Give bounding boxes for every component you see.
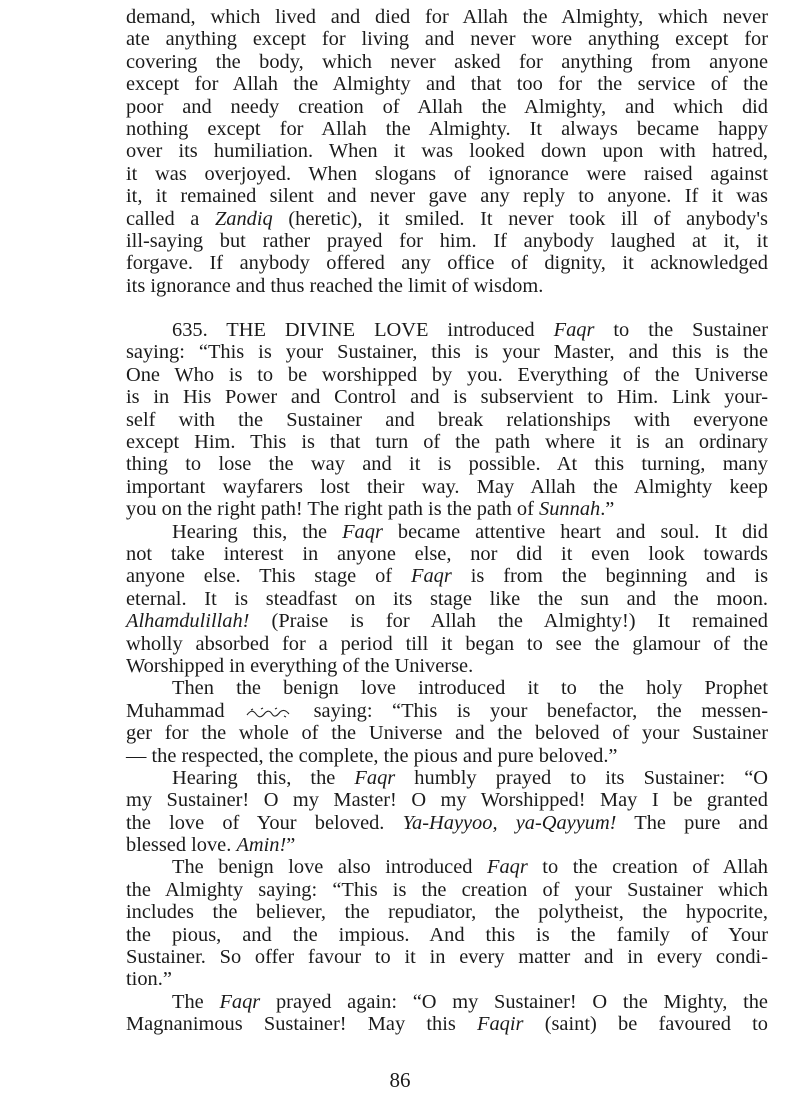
text-run: The [172, 990, 220, 1013]
italic-term: Amin! [236, 834, 287, 857]
text-line [126, 543, 768, 565]
text-line [126, 51, 768, 73]
text-run: The benign love also introduced [172, 856, 487, 879]
text-line [126, 588, 768, 610]
paragraph-gap [126, 297, 768, 319]
text-line [126, 722, 768, 744]
text-run: One Who is to be worshipped by you. Everything of the Universe [126, 363, 768, 386]
text-run: The pure and [616, 811, 768, 834]
italic-term: Faqr [486, 856, 528, 879]
italic-term: Zandiq [214, 207, 273, 230]
text-run: eternal. It is steadfast on its stage like the sun and the moon. [126, 587, 768, 610]
text-run: is in His Power and Control and is subservient to Him. Link your- [126, 386, 768, 409]
text-line [126, 498, 768, 520]
text-run: Muhammad [126, 699, 245, 722]
text-run: its ignorance and thus reached the limit of wisdom. [126, 274, 544, 297]
text-line [126, 745, 768, 767]
text-line [126, 6, 768, 28]
text-run: (saint) be favoured to [523, 1013, 768, 1036]
text-line [126, 991, 768, 1013]
italic-term: Faqr [342, 520, 383, 543]
paragraph [126, 991, 768, 1036]
text-line [126, 208, 768, 230]
text-line [126, 879, 768, 901]
italic-term: Sunnah [539, 498, 601, 521]
text-line [126, 856, 768, 878]
text-run: nothing except for Allah the Almighty. It always became happy [126, 117, 768, 140]
text-run: demand, which lived and died for Allah the Almighty, which never [126, 6, 768, 28]
text-run: forgave. If anybody offered any office of dignity, it acknowledged [126, 252, 768, 275]
text-run: saying: “This is your benefactor, the messen- [294, 699, 769, 722]
text-run: poor and needy creation of Allah the Almighty, and which did [126, 95, 768, 118]
text-run: 635. THE DIVINE LOVE introduced [172, 319, 554, 342]
text-run: self with the Sustainer and break relationships with everyone [126, 408, 768, 431]
text-run: you on the right path! The right path is the path of [126, 498, 540, 521]
text-line [126, 140, 768, 162]
text-run: .” [600, 498, 615, 521]
italic-term: Faqr [219, 990, 261, 1013]
text-line [126, 655, 768, 677]
paragraph [126, 856, 768, 990]
salutation-seal-icon [246, 706, 290, 718]
text-run: Worshipped in everything of the Universe. [126, 654, 474, 677]
text-line [126, 812, 768, 834]
text-run: important wayfarers lost their way. May Allah the Almighty keep [126, 475, 768, 498]
text-line [126, 700, 768, 722]
italic-term: Faqr [411, 565, 452, 588]
text-run: tion.” [126, 968, 172, 991]
text-run: includes the believer, the repudiator, the polytheist, the hypocrite, [126, 901, 768, 924]
page-body [126, 6, 768, 1036]
text-run: humbly prayed to its Sustainer: “O [395, 766, 769, 789]
text-run: except for Allah the Almighty and that too for the service of the [126, 73, 768, 96]
text-run: became attentive heart and soul. It did [382, 520, 769, 543]
text-run: Sustainer. So offer favour to it in every matter and in every condi- [126, 946, 768, 969]
text-run: is from the beginning and is [451, 565, 768, 588]
text-line [126, 163, 768, 185]
text-run: not take interest in anyone else, nor did it even look towards [126, 542, 768, 565]
text-line [126, 476, 768, 498]
text-line [126, 453, 768, 475]
text-run: over its humiliation. When it was looked down upon with hatred, [126, 140, 768, 163]
text-line [126, 118, 768, 140]
italic-term: Ya-Hayyoo, ya-Qayyum! [402, 811, 617, 834]
text-line [126, 767, 768, 789]
text-run: my Sustainer! O my Master! O my Worshipped! May I be granted [126, 789, 768, 812]
text-run: it was overjoyed. When slogans of ignorance were raised against [126, 162, 768, 185]
text-line [126, 431, 768, 453]
text-line [126, 73, 768, 95]
text-run: (Praise is for Allah the Almighty!) It remained [249, 610, 768, 633]
text-run: except Him. This is that turn of the path where it is an ordinary [126, 431, 768, 454]
text-line [126, 565, 768, 587]
text-run: ill-saying but rather prayed for him. If anybody laughed at it, it [126, 229, 768, 252]
text-run: Hearing this, the [172, 520, 343, 543]
paragraph [126, 521, 768, 678]
text-run: thing to lose the way and it is possible. At this turning, many [126, 453, 768, 476]
text-run: blessed love. [126, 834, 237, 857]
text-run: Then the benign love introduced it to the holy Prophet [172, 677, 768, 700]
paragraph [126, 767, 768, 857]
text-line [126, 633, 768, 655]
text-line [126, 230, 768, 252]
text-run: to the creation of Allah [527, 856, 768, 879]
text-run: the pious, and the impious. And this is the family of Your [126, 923, 768, 946]
text-line [126, 319, 768, 341]
page-number: 86 [389, 1068, 411, 1092]
text-run: wholly absorbed for a period till it began to see the glamour of the [126, 632, 768, 655]
text-run: — the respected, the complete, the pious and pure beloved.” [126, 744, 618, 767]
text-line [126, 28, 768, 50]
text-run: covering the body, which never asked for anything from anyone [126, 50, 768, 73]
paragraph [126, 677, 768, 767]
text-run: it, it remained silent and never gave any reply to anyone. If it was [126, 185, 768, 208]
text-run: called a [126, 207, 215, 230]
text-line [126, 834, 768, 856]
text-line [126, 409, 768, 431]
text-run: saying: “This is your Sustainer, this is your Master, and this is the [126, 341, 768, 364]
text-line [126, 968, 768, 990]
text-run: the Almighty saying: “This is the creation of your Sustainer which [126, 878, 768, 901]
text-line [126, 521, 768, 543]
text-run: to the Sustainer [594, 319, 768, 342]
text-run: ger for the whole of the Universe and the beloved of your Sustainer [126, 722, 768, 745]
text-line [126, 364, 768, 386]
text-line [126, 252, 768, 274]
text-run: prayed again: “O my Sustainer! O the Mighty, the [260, 990, 768, 1013]
italic-term: Alhamdulillah! [126, 610, 250, 633]
italic-term: Faqir [477, 1013, 524, 1036]
text-run: Magnanimous Sustainer! May this [126, 1013, 478, 1036]
text-line [126, 341, 768, 363]
text-line [126, 1013, 768, 1035]
text-line [126, 185, 768, 207]
text-run: anyone else. This stage of [126, 565, 411, 588]
text-line [126, 789, 768, 811]
text-run: (heretic), it smiled. It never took ill of anybody's [272, 207, 768, 230]
text-line [126, 386, 768, 408]
text-line [126, 275, 768, 297]
text-line [126, 901, 768, 923]
text-line [126, 96, 768, 118]
text-run: ate anything except for living and never wore anything except for [126, 28, 768, 51]
text-run: Hearing this, the [172, 766, 355, 789]
paragraph [126, 6, 768, 297]
italic-term: Faqr [553, 319, 595, 342]
text-line [126, 677, 768, 699]
text-line [126, 946, 768, 968]
text-line [126, 924, 768, 946]
italic-term: Faqr [354, 766, 396, 789]
text-run: ” [286, 834, 296, 857]
text-line [126, 610, 768, 632]
paragraph [126, 319, 768, 521]
text-run: the love of Your beloved. [126, 811, 403, 834]
